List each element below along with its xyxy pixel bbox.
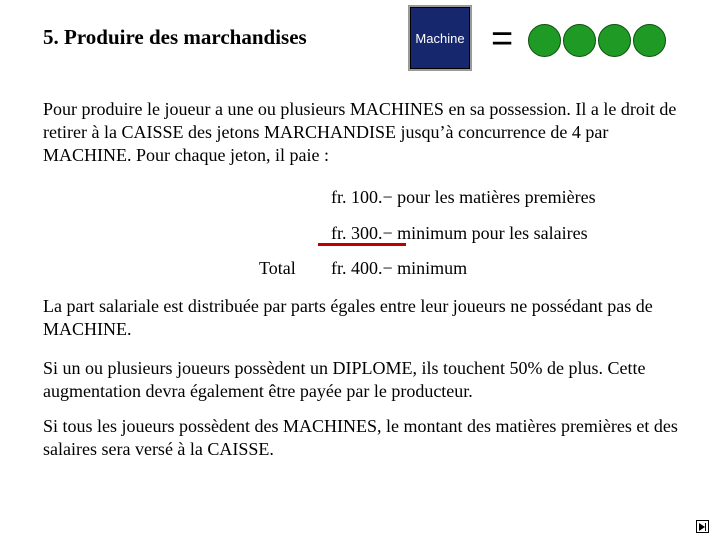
intro-paragraph: Pour produire le joueur a une ou plusieurs MACHINES en sa possession. Il a le droit de retirer à la CAISSE des jetons MARCHANDISE jusqu’à concurrence de 4 par MACHINE. Pour chaque jeton, il paie : (43, 99, 677, 165)
all-machines-paragraph: Si tous les joueurs possèdent des MACHINES, le montant des matières premières et des salaires sera versé à la CAISSE. (43, 416, 678, 459)
cost-total: fr. 400.− minimum (331, 258, 468, 278)
cost-materials: fr. 100.− pour les matières premières (331, 187, 596, 207)
diploma-paragraph: Si un ou plusieurs joueurs possèdent un DIPLOME, ils touchent 50% de plus. Cette augmentation devra également être payée par le producteur. (43, 358, 646, 401)
merchandise-token-icon (563, 24, 596, 57)
machine-card (408, 5, 472, 71)
equals-sign: = (491, 18, 514, 60)
merchandise-token-icon (633, 24, 666, 57)
total-label: Total (259, 258, 296, 278)
machine-card-label: Machine (415, 30, 465, 46)
merchandise-token-icon (528, 24, 561, 57)
merchandise-token-icon (598, 24, 631, 57)
page-title: 5. Produire des marchandises (43, 25, 307, 49)
sum-line (318, 243, 406, 246)
merchandise-tokens (528, 24, 666, 57)
cost-salaries: fr. 300.− minimum pour les salaires (331, 223, 588, 243)
next-slide-icon[interactable] (696, 520, 709, 533)
wages-paragraph: La part salariale est distribuée par parts égales entre leur joueurs ne possédant pas de MACHINE. (43, 296, 653, 339)
